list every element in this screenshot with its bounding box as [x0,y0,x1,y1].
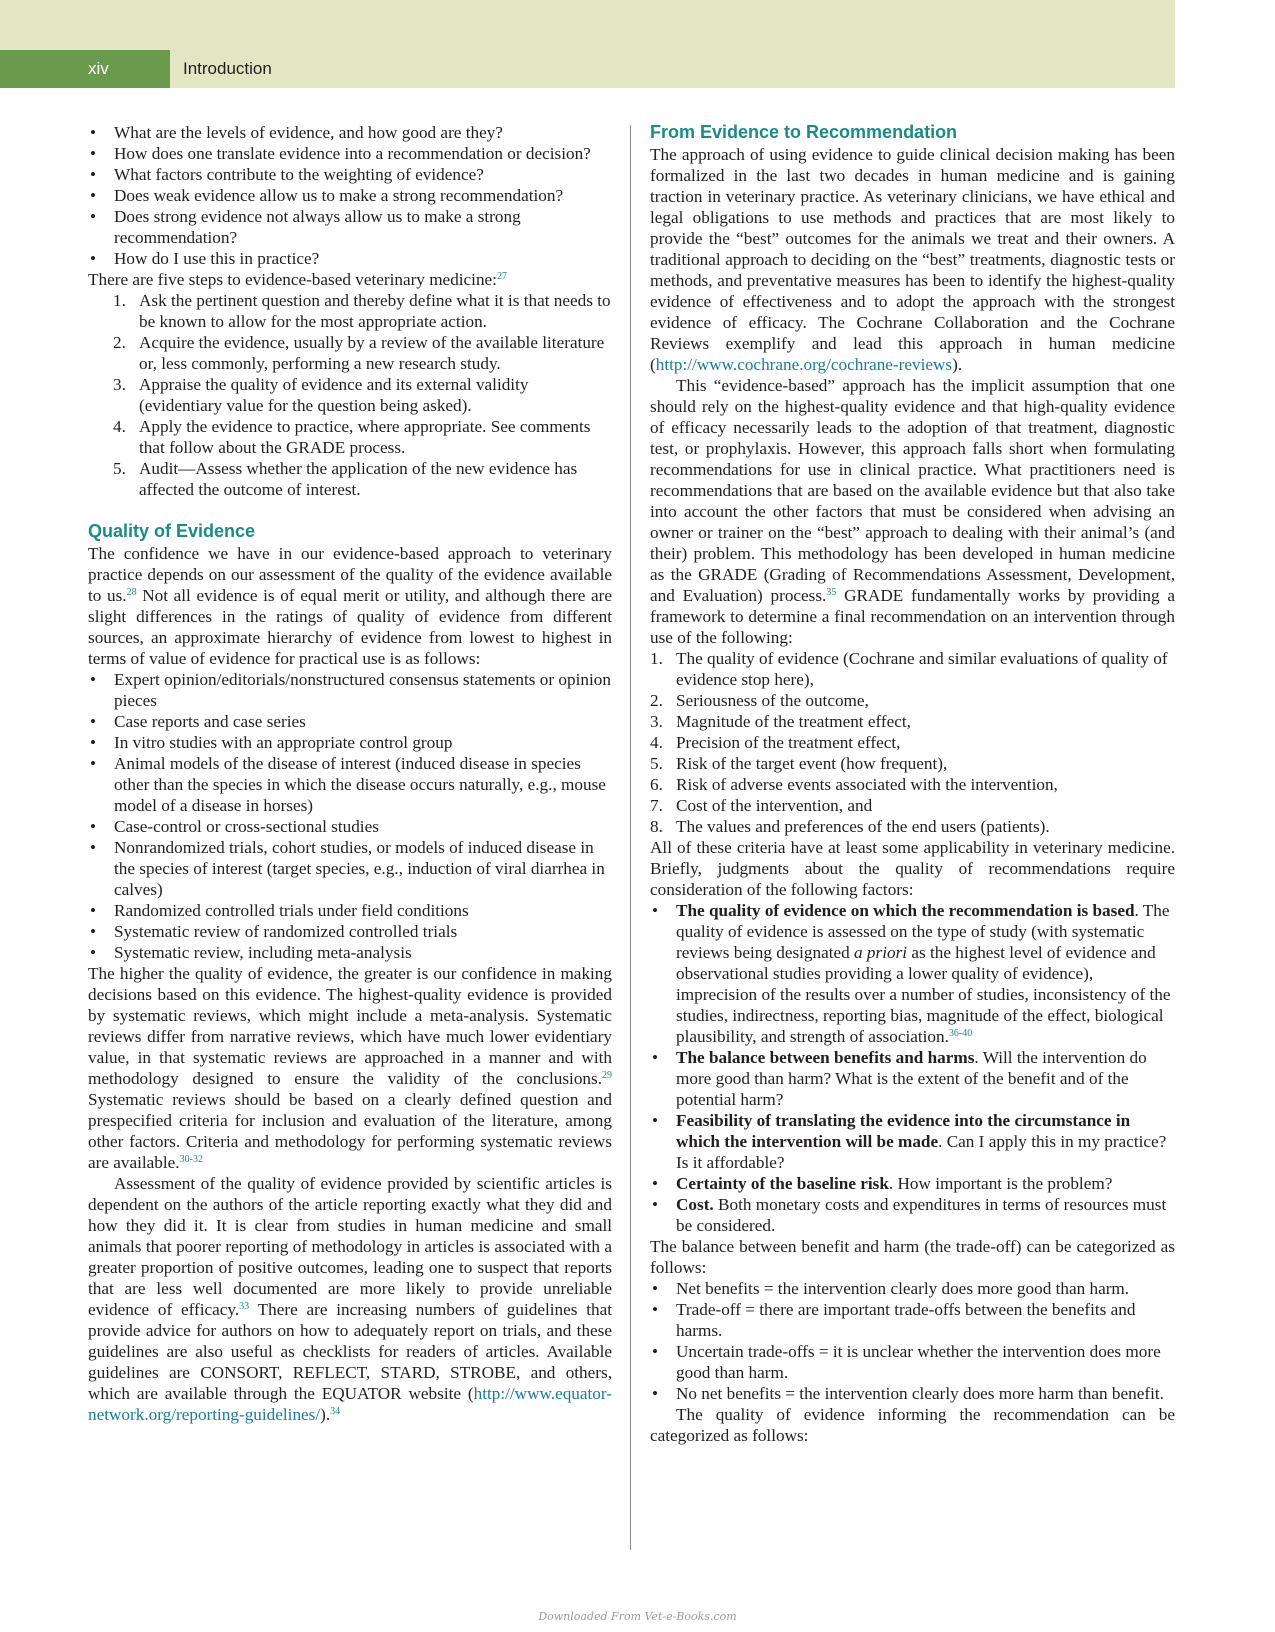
item-text: Magnitude of the treatment effect, [676,712,911,731]
list-item [650,1047,1175,1110]
reference-marker: 27 [496,271,507,282]
list-item: • Animal models of the disease of interest (induced disease in species other than the species in which the disease occurs naturally, e.g., mouse model of a disease in horses) [88,753,612,816]
list-item: • How does one translate evidence into a recommendation or decision? [88,143,612,164]
item-text: Appraise the quality of evidence and its external validity (evidentiary value for the question being asked). [139,375,529,415]
paragraph-text: The confidence we have in our evidence-based approach to veterinary practice depends on our assessment of the quality of the evidence available to us. [88,544,612,605]
item-number: 8. [650,817,663,836]
list-item [650,816,1175,837]
list-item [650,795,1175,816]
paragraph-text: The higher the quality of evidence, the greater is our confidence in making decisions based on this evidence. The highest-quality evidence is provided by systematic reviews, which might include a meta-analysis. Systematic reviews differ from narrative reviews, which have much lower evidentiary value, in that systematic reviews are approached in a manner and with methodology designed to ensure the validity of the conclusions. [88,964,612,1088]
page-number-tab [0,50,170,88]
evidence-hierarchy-list [88,669,612,963]
item-number: 6. [650,775,663,794]
list-item: • Does strong evidence not always allow us to make a strong recommendation? [88,206,612,248]
paragraph [650,144,1175,375]
column-divider [630,125,631,1550]
item-text: Risk of the target event (how frequent), [676,754,948,773]
reference-marker: 34 [330,1406,341,1417]
list-item [650,900,1175,1047]
list-item [88,332,612,374]
factor-italic: a priori [854,943,908,962]
list-item [650,753,1175,774]
right-column [650,122,1175,1446]
list-item: • Case reports and case series [88,711,612,732]
list-item: • Expert opinion/editorials/nonstructured consensus statements or opinion pieces [88,669,612,711]
equator-link[interactable]: http://www.equator-network.org/reporting-guidelines/ [88,1384,612,1424]
grade-criteria-list [650,648,1175,837]
list-item: • Net benefits = the intervention clearly does more good than harm. [650,1278,1175,1299]
reference-marker: 29 [602,1070,612,1081]
section-heading-quality-of-evidence: Quality of Evidence [88,521,256,541]
reference-marker: 35 [826,587,837,598]
list-item: • Nonrandomized trials, cohort studies, or models of induced disease in the species of interest (target species, e.g., induction of viral diarrhea in calves) [88,837,612,900]
steps-intro-text: There are five steps to evidence-based veterinary medicine: [88,270,497,289]
paragraph [650,375,1175,648]
list-item: • What factors contribute to the weighting of evidence? [88,164,612,185]
paragraph: The quality of evidence informing the recommendation can be categorized as follows: [650,1405,1175,1445]
item-text: Risk of adverse events associated with the intervention, [676,775,1058,794]
item-number: 4. [113,417,126,436]
section-heading-evidence-to-recommendation: From Evidence to Recommendation [650,122,958,142]
list-item [88,374,612,416]
item-text: The quality of evidence (Cochrane and similar evaluations of quality of evidence stop here), [676,649,1168,689]
list-item: • Case-control or cross-sectional studies [88,816,612,837]
list-item: • Trade-off = there are important trade-offs between the benefits and harms. [650,1299,1175,1341]
paragraph: All of these criteria have at least some applicability in veterinary medicine. Briefly, judgments about the quality of recommendations require consideration of the following factors: [650,838,1175,899]
item-text: Audit—Assess whether the application of the new evidence has affected the outcome of interest. [139,459,578,499]
reference-marker: 36-40 [948,1028,973,1039]
item-number: 5. [113,459,126,478]
download-watermark: Downloaded From Vet-e-Books.com [538,1610,737,1623]
item-number: 7. [650,796,663,815]
header-band [0,0,1175,88]
list-item [650,711,1175,732]
reference-marker: 33 [239,1301,250,1312]
steps-intro [88,269,612,290]
item-text: Precision of the treatment effect, [676,733,901,752]
list-item [88,290,612,332]
list-item [650,1194,1175,1236]
list-item [88,416,612,458]
paragraph-text: Systematic reviews should be based on a clearly defined question and prespecified criteria for inclusion and evaluation of the literature, among other factors. Criteria and methodology for performing systematic reviews are available. [88,1090,612,1172]
item-text: Acquire the evidence, usually by a review of the available literature or, less commonly, performing a new research study. [139,333,605,373]
factor-title: The balance between benefits and harms [676,1048,975,1067]
item-text: Ask the pertinent question and thereby define what it is that needs to be known to allow for the most appropriate action. [139,291,611,331]
list-item [650,1173,1175,1194]
paragraph-text: The approach of using evidence to guide clinical decision making has been formalized in the last two decades in human medicine and is gaining traction in veterinary practice. As veterinary clinicians, we have ethical and legal obligations to use methods and practices that are most likely to provide the “best” outcomes for the animals we treat and their owners. A traditional approach to deciding on the “best” treatments, diagnostic tests or methods, and preventative measures has been to identify the highest-quality evidence of effectiveness and to adopt the approach with the strongest evidence of efficacy. The Cochrane Collaboration and the Cochrane Reviews exemplify and lead this approach in human medicine ( [650,145,1175,374]
tradeoff-list [650,1278,1175,1404]
paragraph-text: Assessment of the quality of evidence provided by scientific articles is dependent on the authors of the article reporting exactly what they did and how they did it. It is clear from studies in human medicine and small animals that poorer reporting of methodology in articles is associated with a greater proportion of positive outcomes, leading one to suspect that reports that are less well documented are more likely to provide unreliable evidence of efficacy. [88,1174,612,1319]
list-item: • In vitro studies with an appropriate control group [88,732,612,753]
paragraph-text: This “evidence-based” approach has the implicit assumption that one should rely on the highest-quality evidence and that high-quality evidence of efficacy necessarily leads to the adoption of that treatment, diagnostic test, or prophylaxis. However, this approach falls short when formulating recommendations for use in clinical practice. What practitioners need is recommendations that are based on the available evidence but that also take into account the other factors that must be considered when advising an owner or trainer on the “best” approach to dealing with their animal’s (and their) problem. This methodology has been developed in human medicine as the GRADE (Grading of Recommendations Assessment, Development, and Evaluation) process. [650,376,1175,605]
running-head: Introduction [183,59,272,78]
item-number: 2. [113,333,126,352]
list-item [650,690,1175,711]
factor-text: . Will the intervention do more good than harm? What is the extent of the benefit and of the potential harm? [676,1048,1147,1109]
paragraph-text: GRADE fundamentally works by providing a framework to determine a final recommendation on an intervention through use of the following: [650,586,1175,647]
item-number: 2. [650,691,663,710]
paragraph [88,1173,612,1425]
paragraph-text: There are increasing numbers of guidelines that provide advice for authors on how to adequately report on trials, and these guidelines are also useful as checklists for readers of articles. Available guidelines are CONSORT, REFLECT, STARD, STROBE, and others, which are available through the EQUATOR website ( [88,1300,612,1403]
item-text: Seriousness of the outcome, [676,691,869,710]
paragraph-text: Not all evidence is of equal merit or utility, and although there are slight differences in the ratings of quality of evidence from different sources, an approximate hierarchy of evidence from lowest to highest in terms of value of evidence for practical use is as follows: [88,586,612,668]
list-item [650,1110,1175,1173]
cochrane-link[interactable]: http://www.cochrane.org/cochrane-reviews [655,355,953,374]
list-item: • No net benefits = the intervention clearly does more harm than benefit. [650,1383,1175,1404]
list-item: • Systematic review of randomized controlled trials [88,921,612,942]
reference-marker: 30-32 [179,1154,203,1165]
paragraph-text: ). [320,1405,331,1424]
recommendation-factors-list [650,900,1175,1236]
list-item [650,732,1175,753]
list-item: • Uncertain trade-offs = it is unclear whether the intervention does more good than harm. [650,1341,1175,1383]
item-number: 3. [650,712,663,731]
paragraph-text: ). [952,355,963,374]
questions-list [88,122,612,269]
list-item: • Does weak evidence allow us to make a strong recommendation? [88,185,612,206]
item-text: Cost of the intervention, and [676,796,873,815]
factor-title: Feasibility of translating the evidence into the circumstance in which the intervention will be made [676,1111,1131,1151]
list-item: • How do I use this in practice? [88,248,612,269]
list-item: • Systematic review, including meta-analysis [88,942,612,963]
list-item [88,458,612,500]
left-column [88,122,612,1425]
factor-text: Both monetary costs and expenditures in terms of resources must be considered. [676,1195,1167,1235]
item-number: 5. [650,754,663,773]
factor-text: . Can I apply this in my practice? Is it affordable? [676,1132,1167,1172]
page-number: xiv [88,59,109,78]
list-item: • Randomized controlled trials under field conditions [88,900,612,921]
paragraph: The balance between benefit and harm (the trade-off) can be categorized as follows: [650,1237,1175,1277]
list-item [650,648,1175,690]
item-number: 4. [650,733,663,752]
item-text: The values and preferences of the end users (patients). [676,817,1050,836]
factor-text: . The quality of evidence is assessed on the type of study (with systematic reviews being designated [676,901,1170,962]
factor-text: as the highest level of evidence and observational studies providing a lower quality of evidence), imprecision of the results over a number of studies, inconsistency of the studies, indirectness, reporting bias, magnitude of the effect, biological plausibility, and strength of association. [676,943,1171,1046]
list-item [650,774,1175,795]
item-number: 1. [650,649,663,668]
item-text: Apply the evidence to practice, where appropriate. See comments that follow about the GRADE process. [139,417,591,457]
steps-list [88,290,612,500]
factor-title: Cost. [676,1195,714,1214]
paragraph [88,543,612,669]
factor-title: The quality of evidence on which the recommendation is based [676,901,1135,920]
list-item: • What are the levels of evidence, and how good are they? [88,122,612,143]
reference-marker: 28 [126,587,137,598]
factor-title: Certainty of the baseline risk [676,1174,889,1193]
factor-text: . How important is the problem? [888,1174,1113,1193]
item-number: 3. [113,375,126,394]
paragraph [88,963,612,1173]
item-number: 1. [113,291,126,310]
